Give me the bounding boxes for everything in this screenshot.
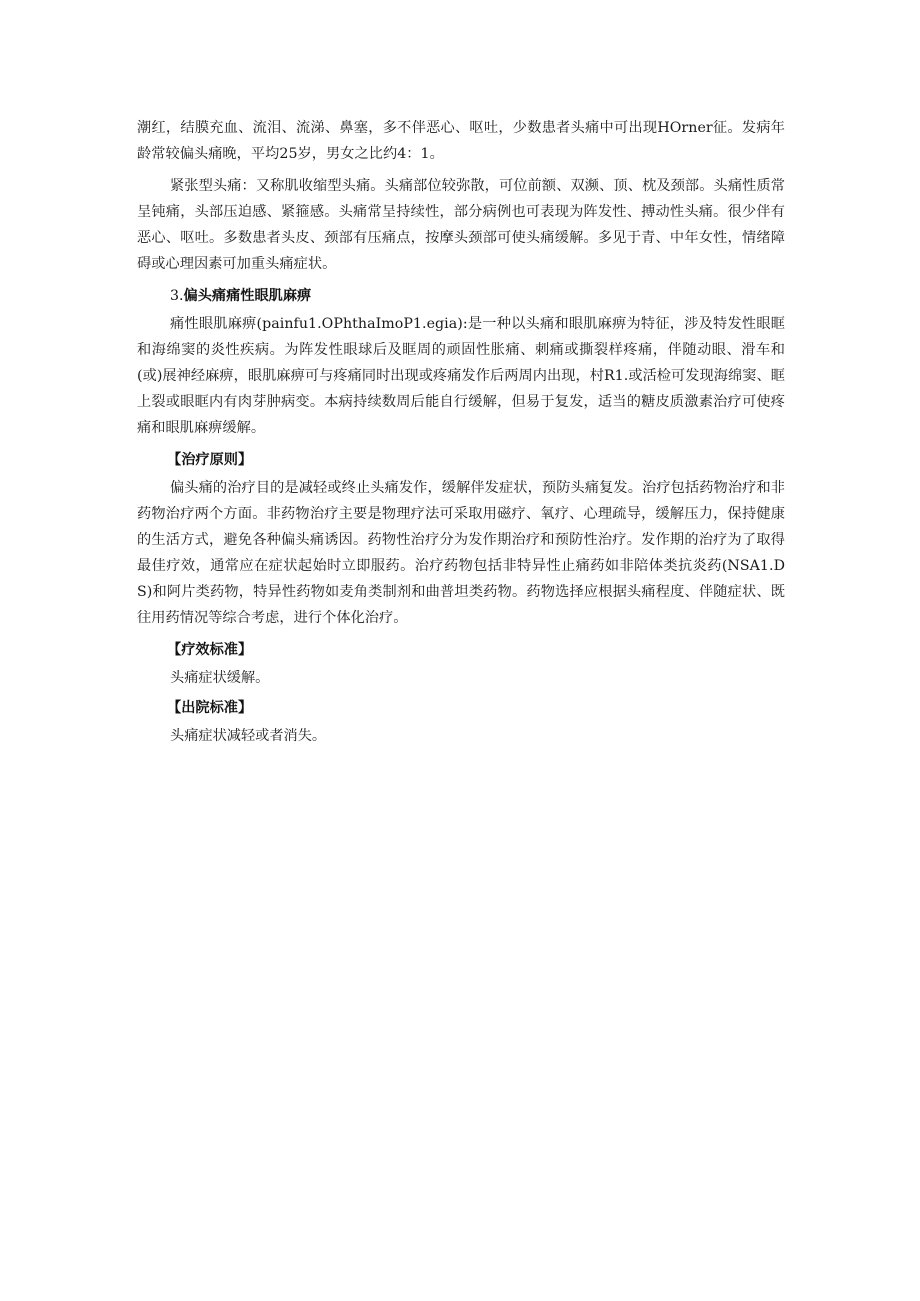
heading-discharge-criteria: 【出院标准】: [167, 700, 253, 716]
heading-treatment-principles: 【治疗原则】: [167, 452, 253, 468]
section-3-number: 3.: [170, 288, 184, 304]
paragraph-cluster-headache-continued: 潮红，结膜充血、流泪、流涕、鼻塞，多不伴恶心、呕吐，少数患者头痛中可出现HOrner征。发病年龄常较偏头痛晚，平均25岁，男女之比约4：1。: [137, 120, 785, 162]
heading-efficacy-criteria: 【疗效标准】: [167, 642, 253, 658]
section-3-heading: [137, 283, 785, 309]
section-3-title: 偏头痛痛性眼肌麻痹: [183, 288, 312, 304]
document-page: [137, 115, 785, 749]
paragraph-discharge: 头痛症状减轻或者消失。: [170, 728, 327, 744]
paragraph-efficacy: 头痛症状缓解。: [170, 670, 270, 686]
paragraph-treatment: 偏头痛的治疗目的是减轻或终止头痛发作，缓解伴发症状，预防头痛复发。治疗包括药物治疗和非药物治疗两个方面。非药物治疗主要是物理疗法可采取用磁疗、氧疗、心理疏导，缓解压力，保持健康的生活方式，避免各种偏头痛诱因。药物性治疗分为发作期治疗和预防性治疗。发作期的治疗为了取得最佳疗效，通常应在症状起始时立即服药。治疗药物包括非特异性止痛药如非陪体类抗炎药(NSA1.DS)和阿片类药物，特异性药物如麦角类制剂和曲普坦类药物。药物选择应根据头痛程度、伴随症状、既往用药情况等综合考虑，进行个体化治疗。: [137, 480, 785, 626]
paragraph-tension-headache: 紧张型头痛：又称肌收缩型头痛。头痛部位较弥散，可位前额、双濒、顶、枕及颈部。头痛性质常呈钝痛，头部压迫感、紧箍感。头痛常呈持续性，部分病例也可表现为阵发性、搏动性头痛。很少伴有恶心、呕吐。多数患者头皮、颈部有压痛点，按摩头颈部可使头痛缓解。多见于青、中年女性，情绪障碍或心理因素可加重头痛症状。: [137, 178, 785, 272]
paragraph-painful-ophthalmoplegia: 痛性眼肌麻痹(painfu1.OPhthaImoP1.egia):是一种以头痛和眼肌麻痹为特征，涉及特发性眼眶和海绵窦的炎性疾病。为阵发性眼球后及眶周的顽固性胀痛、刺痛或撕裂样疼痛，伴随动眼、滑车和(或)展神经麻痹，眼肌麻痹可与疼痛同时出现或疼痛发作后两周内出现，村R1.或活检可发现海绵窦、眶上裂或眼眶内有肉芽肿病变。本病持续数周后能自行缓解，但易于复发，适当的糖皮质激素治疗可使疼痛和眼肌麻痹缓解。: [137, 316, 785, 436]
